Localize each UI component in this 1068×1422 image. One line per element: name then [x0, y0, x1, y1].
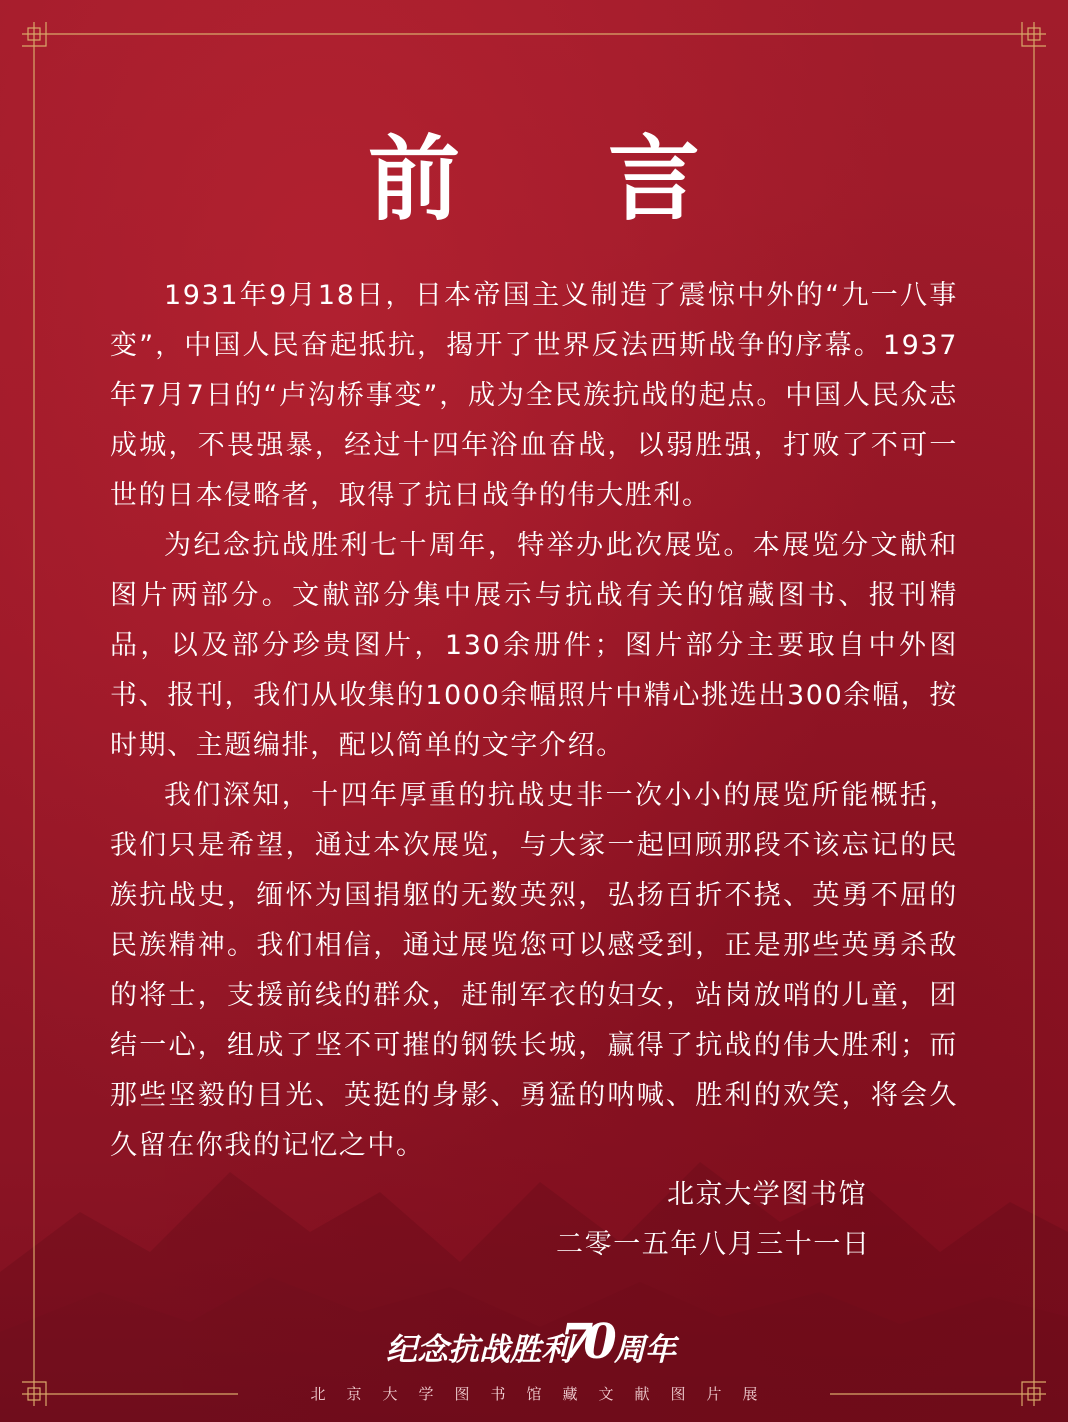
signature-date: 二零一五年八月三十一日: [556, 1229, 871, 1260]
paragraph-2: 为纪念抗战胜利七十周年，特举办此次展览。本展览分文献和图片两部分。文献部分集中展示与抗战有关的馆藏图书、报刊精品，以及部分珍贵图片，130余册件；图片部分主要取自中外图书、报刊，我们从收集的1000余幅照片中精心挑选出300余幅，按时期、主题编排，配以简单的文字介绍。: [110, 530, 958, 761]
logo-number: 70: [560, 1314, 607, 1370]
preface-body: [110, 271, 958, 1171]
paragraph-1: 1931年9月18日，日本帝国主义制造了震惊中外的“九一八事变”，中国人民奋起抵抗，揭开了世界反法西斯战争的序幕。1937年7月7日的“卢沟桥事变”，成为全民族抗战的起点。中国人民众志成城，不畏强暴，经过十四年浴血奋战，以弱胜强，打败了不可一世的日本侵略者，取得了抗日战争的伟大胜利。: [110, 280, 958, 511]
logo-text-after: 周年: [614, 1332, 676, 1368]
anniversary-logo: [382, 1314, 682, 1378]
page-title: 前 言: [367, 126, 759, 233]
paragraph-3: 我们深知，十四年厚重的抗战史非一次小小的展览所能概括，我们只是希望，通过本次展览，与大家一起回顾那段不该忘记的民族抗战史，缅怀为国捐躯的无数英烈，弘扬百折不挠、英勇不屈的民族精神。我们相信，通过展览您可以感受到，正是那些英勇杀敌的将士，支援前线的群众，赶制军衣的妇女，站岗放哨的儿童，团结一心，组成了坚不可摧的钢铁长城，赢得了抗战的伟大胜利；而那些坚毅的目光、英挺的身影、勇猛的呐喊、胜利的欢笑，将会久久留在你我的记忆之中。: [110, 780, 958, 1161]
logo-text-before: 纪念抗战胜利: [386, 1332, 572, 1368]
footer-exhibition-title: 北京大学图书馆藏文献图片展: [310, 1385, 779, 1403]
signature-organization: 北京大学图书馆: [667, 1179, 868, 1210]
